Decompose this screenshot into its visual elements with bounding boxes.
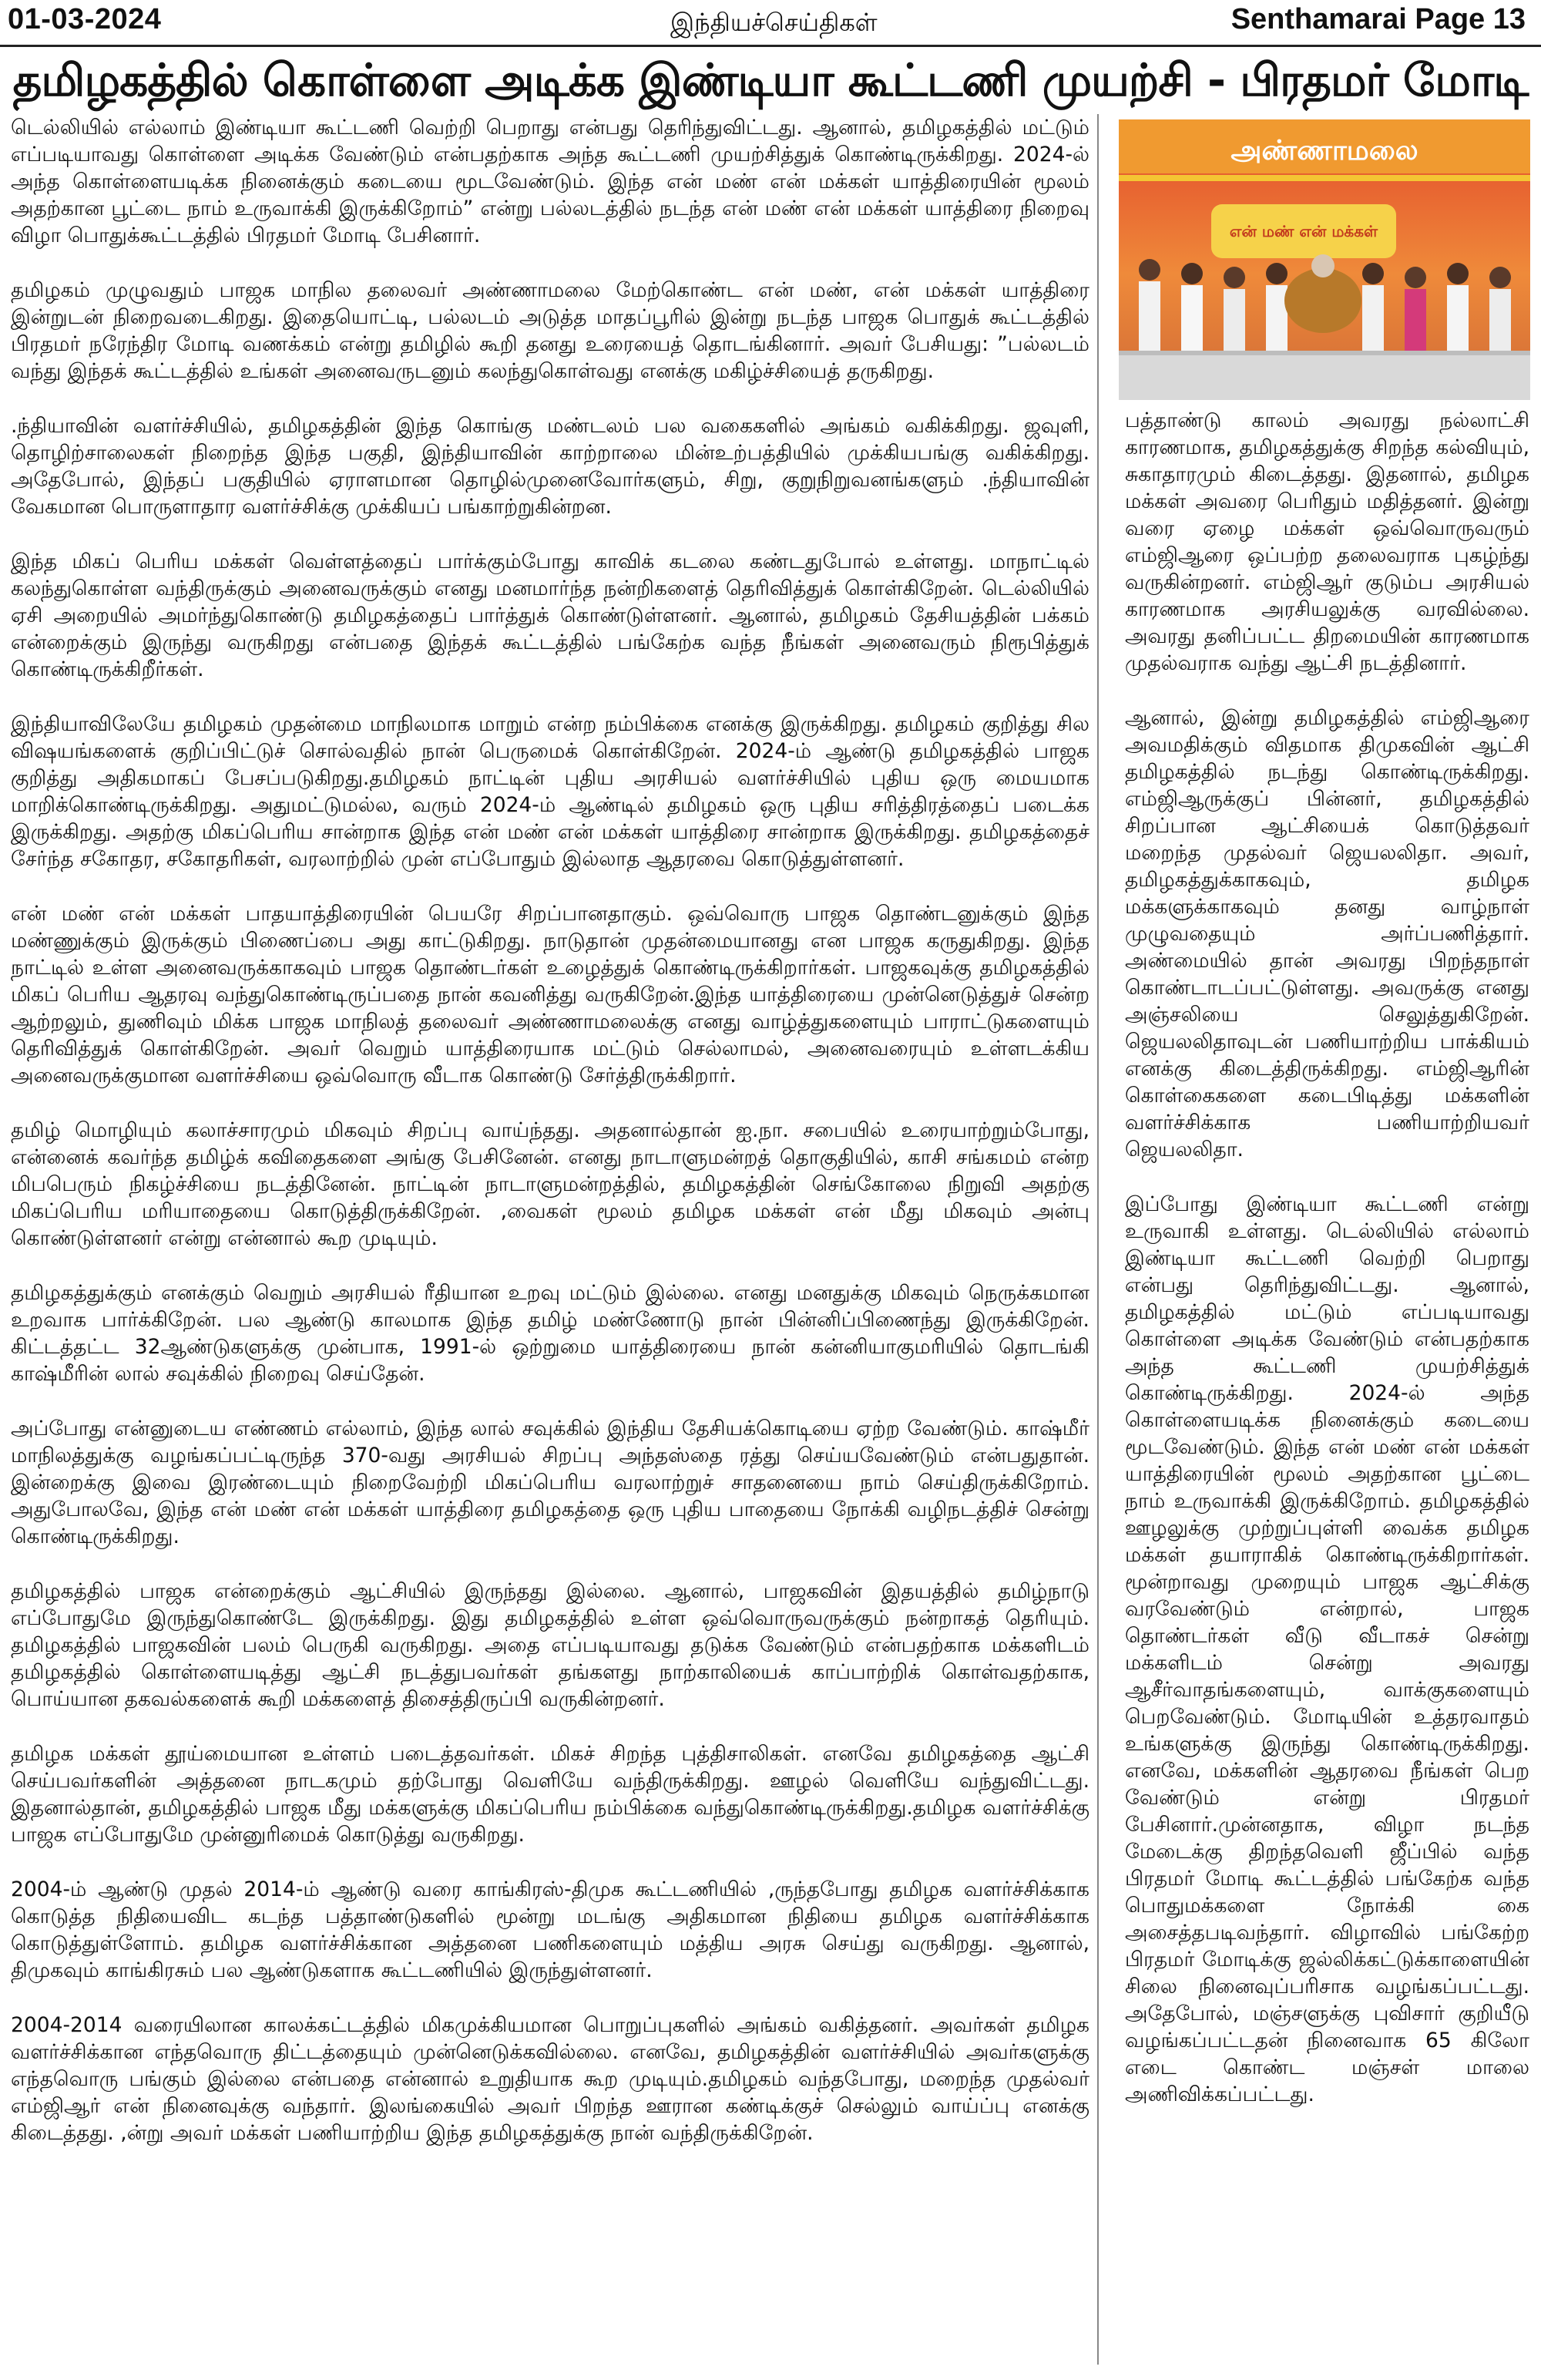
headline: தமிழகத்தில் கொள்ளை அடிக்க இண்டியா கூட்டணி முயற்சி - பிரதமர் மோடி: [12, 54, 1529, 106]
article-paragraph: தமிழகத்தில் பாஜக என்றைக்கும் ஆட்சியில் இருந்தது இல்லை. ஆனால், பாஜகவின் இதயத்தில் தமிழ்நாடு எப்போதுமே இருந்துகொண்டே இருக்கிறது. இது தமிழகத்தில் உள்ள ஒவ்வொருவருக்கும் நன்றாகத் தெரியும். தமிழகத்தில் பாஜகவின் பலம் பெருகி வருகிறது. அதை எப்படியாவது தடுக்க வேண்டும் என்பதற்காக மக்களிடம் தமிழகத்தில் கொள்ளையடித்து ஆட்சி நடத்துபவர்கள் தங்களது நாற்காலியைக் காப்பாற்றிக் கொள்வதற்காக, பொய்யான தகவல்களைக் கூறி மக்களைத் திசைத்திருப்பி வருகின்றனர்.: [11, 1579, 1089, 1711]
banner-text: அண்ணாமலை: [1230, 135, 1418, 166]
article-paragraph: 2004-2014 வரையிலான காலக்கட்டத்தில் மிகமுக்கியமான பொறுப்புகளில் அங்கம் வகித்தனர். அவர்கள் தமிழக வளர்ச்சிக்கான எந்தவொரு திட்டத்தையும் முன்னெடுக்கவில்லை. எனவே, தமிழகத்தின் வளர்ச்சியில் அவர்களுக்கு எந்தவொரு பங்கும் இல்லை என்பதை என்னால் உறுதியாக கூற முடியும்.தமிழகம் வந்தபோது, மறைந்த முதல்வர் எம்ஜிஆர் என் நினைவுக்கு வந்தார். இலங்கையில் அவர் பிறந்த ஊரான கண்டிக்குச் செல்லும் வாய்ப்பு எனக்கு கிடைத்தது. ,ன்று அவர் மக்கள் பணியாற்றிய இந்த தமிழகத்துக்கு நான் வந்திருக்கிறேன்.: [11, 2013, 1089, 2145]
article-paragraph: .ந்தியாவின் வளர்ச்சியில், தமிழகத்தின் இந்த கொங்கு மண்டலம் பல வகைகளில் அங்கம் வகிக்கிறது. ஜவுளி, தொழிற்சாலைகள் நிறைந்த இந்த பகுதி, இந்தியாவின் காற்றாலை மின்உற்பத்தியில் முக்கியபங்கு வகிக்கிறது. அதேபோல், இந்தப் பகுதியில் ஏராளமான தொழில்முனைவோர்களும், சிறு, குறுநிறுவனங்களும் .ந்தியாவின் வேகமான பொருளாதார வளர்ச்சிக்கு முக்கியப் பங்காற்றுகின்றன.: [11, 414, 1089, 519]
article-paragraph: இப்போது இண்டியா கூட்டணி என்று உருவாகி உள்ளது. டெல்லியில் எல்லாம் இண்டியா கூட்டணி வெற்றி பெறாது என்பது தெரிந்துவிட்டது. ஆனால், தமிழகத்தில் மட்டும் எப்படியாவது கொள்ளை அடிக்க வேண்டும் என்பதற்காக அந்த கூட்டணி முயற்சித்துக் கொண்டிருக்கிறது. 2024-ல் அந்த கொள்ளையடிக்க நினைக்கும் கடையை மூடவேண்டும். இந்த என் மண் என் மக்கள் யாத்திரையின் மூலம் அதற்கான பூட்டை நாம் உருவாக்கி இருக்கிறோம். தமிழகத்தில் ஊழலுக்கு முற்றுப்புள்ளி வைக்க தமிழக மக்கள் தயாராகிக் கொண்டிருக்கிறார்கள். மூன்றாவது முறையும் பாஜக ஆட்சிக்கு வரவேண்டும் என்றால், பாஜக தொண்டர்கள் வீடு வீடாகச் சென்று மக்களிடம் சென்று அவரது ஆசீர்வாதங்களையும், வாக்குகளையும் பெறவேண்டும். மோடியின் உத்தரவாதம் உங்களுக்கு இருந்து கொண்டிருக்கிறது. எனவே, மக்களின் ஆதரவை நீங்கள் பெற வேண்டும் என்று பிரதமர் பேசினார்.முன்னதாக, விழா நடந்த மேடைக்கு திறந்தவெளி ஜீப்பில் வந்த பிரதமர் மோடி கூட்டத்தில் பங்கேற்க வந்த பொதுமக்களை நோக்கி கை அசைத்தபடிவந்தார். விழாவில் பங்கேற்ற பிரதமர் மோடிக்கு ஜல்லிக்கட்டுக்காளையின் சிலை நினைவுப்பரிசாக வழங்கப்பட்டது. அதேபோல், மஞ்சளுக்கு புவிசார் குறியீடு வழங்கப்பட்டதன் நினைவாக 65 கிலோ எடை கொண்ட மஞ்சள் மாலை அணிவிக்கப்பட்டது.: [1125, 1192, 1529, 2106]
article-paragraph: தமிழ் மொழியும் கலாச்சாரமும் மிகவும் சிறப்பு வாய்ந்தது. அதனால்தான் ஐ.நா. சபையில் உரையாற்றும்போது, என்னைக் கவர்ந்த தமிழ்க் கவிதைகளை அங்கு பேசினேன். எனது நாடாளுமன்றத் தொகுதியில், காசி சங்கமம் என்ற மிபபெரும் நிகழ்ச்சியை நடத்தினேன். நாட்டின் நாடாளுமன்றத்தில், தமிழகத்தின் செங்கோலை நிறுவி அதற்கு மிகப்பெரிய மரியாதையை கொடுத்திருக்கிறேன். ,வைகள் மூலம் தமிழக மக்கள் என் மீது மிகவும் அன்பு கொண்டுள்ளனர் என்று என்னால் கூற முடியும்.: [11, 1118, 1089, 1250]
main-article-column: [11, 114, 1089, 2365]
side-article-column: [1125, 407, 1529, 2372]
garland: [1284, 268, 1361, 333]
header-rule: [0, 45, 1541, 47]
page-header: [0, 0, 1541, 49]
issue-date: 01-03-2024: [8, 3, 162, 35]
article-paragraph: இந்த மிகப் பெரிய மக்கள் வெள்ளத்தைப் பார்க்கும்போது காவிக் கடலை கண்டதுபோல் உள்ளது. மாநாட்டில் கலந்துகொள்ள வந்திருக்கும் அனைவருக்கும் எனது மனமார்ந்த நன்றிகளைத் தெரிவித்துக் கொள்கிறேன். டெல்லியில் ஏசி அறையில் அமர்ந்துகொண்டு தமிழகத்தைப் பார்த்துக் கொண்டுள்ளனர். ஆனால், தமிழகம் தேசியத்தின் பக்கம் என்றைக்கும் இருந்து வருகிறது என்பதை இந்தக் கூட்டத்தில் பங்கேற்க வந்த நீங்கள் அனைவரும் நிரூபித்துக் கொண்டிருக்கிறீர்கள்.: [11, 550, 1089, 681]
article-paragraph: 2004-ம் ஆண்டு முதல் 2014-ம் ஆண்டு வரை காங்கிரஸ்-திமுக கூட்டணியில் ,ருந்தபோது தமிழக வளர்ச்சிக்காக கொடுத்த நிதியைவிட கடந்த பத்தாண்டுகளில் மூன்று மடங்கு அதிகமான நிதியை தமிழக வளர்ச்சிக்காக கொடுத்துள்ளோம். தமிழக வளர்ச்சிக்கான அத்தனை பணிகளையும் மத்திய அரசு செய்து வருகிறது. ஆனால், திமுகவும் காங்கிரசும் பல ஆண்டுகளாக கூட்டணியில் இருந்துள்ளனர்.: [11, 1877, 1089, 1982]
article-paragraph: தமிழகத்துக்கும் எனக்கும் வெறும் அரசியல் ரீதியான உறவு மட்டும் இல்லை. எனது மனதுக்கு மிகவும் நெருக்கமான உறவாக பார்க்கிறேன். பல ஆண்டு காலமாக இந்த தமிழ் மண்ணோடு நான் பின்னிப்பிணைந்து இருக்கிறேன். கிட்டத்தட்ட 32ஆண்டுகளுக்கு முன்பாக, 1991-ல் ஒற்றுமை யாத்திரையை நான் கன்னியாகுமரியில் தொடங்கி காஷ்மீரின் லால் சவுக்கில் நிறைவு செய்தேன்.: [11, 1281, 1089, 1386]
article-paragraph: ஆனால், இன்று தமிழகத்தில் எம்ஜிஆரை அவமதிக்கும் விதமாக திமுகவின் ஆட்சி தமிழகத்தில் நடந்து கொண்டிருக்கிறது. எம்ஜிஆருக்குப் பின்னர், தமிழகத்தில் சிறப்பான ஆட்சியைக் கொடுத்தவர் மறைந்த முதல்வர் ஜெயலலிதா. அவர், தமிழகத்துக்காகவும், தமிழக மக்களுக்காகவும் தனது வாழ்நாள் முழுவதையும் அர்ப்பணித்தார். அண்மையில் தான் அவரது பிறந்தநாள் கொண்டாடப்பட்டுள்ளது. அவருக்கு எனது அஞ்சலியை செலுத்துகிறேன். ஜெயலலிதாவுடன் பணியாற்றிய பாக்கியம் எனக்கு கிடைத்திருக்கிறது. எம்ஜிஆரின் கொள்கைகளை கடைபிடித்து மக்களின் வளர்ச்சிக்காக பணியாற்றியவர் ஜெயலலிதா.: [1125, 706, 1529, 1161]
article-paragraph: அப்போது என்னுடைய எண்ணம் எல்லாம், இந்த லால் சவுக்கில் இந்திய தேசியக்கொடியை ஏற்ற வேண்டும். காஷ்மீர் மாநிலத்துக்கு வழங்கப்பட்டிருந்த 370-வது அரசியல் சிறப்பு அந்தஸ்தை ரத்து செய்யவேண்டும் என்பதுதான். இன்றைக்கு இவை இரண்டையும் நிறைவேற்றி மிகப்பெரிய வரலாற்றுச் சாதனையை நாம் செய்திருக்கிறோம். அதுபோலவே, இந்த என் மண் என் மக்கள் யாத்திரை தமிழகத்தை ஒரு புதிய பாதையை நோக்கி வழிநடத்திச் சென்று கொண்டிருக்கிறது.: [11, 1417, 1089, 1548]
section-title: இந்தியச்செய்திகள்: [670, 8, 878, 37]
article-paragraph: டெல்லியில் எல்லாம் இண்டியா கூட்டணி வெற்றி பெறாது என்பது தெரிந்துவிட்டது. ஆனால், தமிழகத்தில் மட்டும் எப்படியாவது கொள்ளை அடிக்க வேண்டும் என்பதற்காக அந்த கூட்டணி முயற்சித்துக் கொண்டிருக்கிறது. 2024-ல் அந்த கொள்ளையடிக்க நினைக்கும் கடையை மூடவேண்டும். இந்த என் மண் என் மக்கள் யாத்திரையின் மூலம் அதற்கான பூட்டை நாம் உருவாக்கி இருக்கிறோம்” என்று பல்லடத்தில் நடந்த என் மண் என் மக்கள் யாத்திரை நிறைவு விழா பொதுக்கூட்டத்தில் பிரதமர் மோடி பேசினார்.: [11, 116, 1089, 247]
column-divider: [1097, 114, 1099, 2365]
article-paragraph: தமிழக மக்கள் தூய்மையான உள்ளம் படைத்தவர்கள். மிகச் சிறந்த புத்திசாலிகள். எனவே தமிழகத்தை ஆட்சி செய்பவர்களின் அத்தனை நாடகமும் தற்போது வெளியே வந்திருக்கிறது. ஊழல் வெளியே வந்துவிட்டது. இதனால்தான், தமிழகத்தில் பாஜக மீது மக்களுக்கு மிகப்பெரிய நம்பிக்கை வந்துகொண்டிருக்கிறது.தமிழக வளர்ச்சிக்கு பாஜக எப்போதுமே முன்னுரிமைக் கொடுத்து வருகிறது.: [11, 1742, 1089, 1847]
article-paragraph: இந்தியாவிலேயே தமிழகம் முதன்மை மாநிலமாக மாறும் என்ற நம்பிக்கை எனக்கு இருக்கிறது. தமிழகம் குறித்து சில விஷயங்களைக் குறிப்பிட்டுச் சொல்வதில் நான் பெருமைக் கொள்கிறேன். 2024-ம் ஆண்டு தமிழகத்தில் பாஜக குறித்து அதிகமாகப் பேசப்படுகிறது.தமிழகம் நாட்டின் புதிய அரசியல் வளர்ச்சியில் புதிய ஒரு மையமாக மாறிக்கொண்டிருக்கிறது. அதுமட்டுமல்ல, வரும் 2024-ம் ஆண்டில் தமிழகம் ஒரு புதிய சரித்திரத்தைப் படைக்க இருக்கிறது. அதற்கு மிகப்பெரிய சான்றாக இந்த என் மண் என் மக்கள் யாத்திரை சான்றாக இருக்கிறது. தமிழகத்தைச் சேர்ந்த சகோதர, சகோதரிகள், வரலாற்றில் முன் எப்போதும் இல்லாத ஆதரவை கொடுத்துள்ளனர்.: [11, 712, 1089, 871]
yatra-sign-text: என் மண் என் மக்கள்: [1229, 222, 1378, 240]
article-paragraph: தமிழகம் முழுவதும் பாஜக மாநில தலைவர் அண்ணாமலை மேற்கொண்ட என் மண், என் மக்கள் யாத்திரை இன்றுடன் நிறைவடைகிறது. இதையொட்டி, பல்லடம் அடுத்த மாதப்பூரில் இன்று நடந்த பாஜக பொதுக் கூட்டத்தில் பிரதமர் நரேந்திர மோடி வணக்கம் என்று தமிழில் கூறி தனது உரையைத் தொடங்கினார். அவர் பேசியது: ”பல்லடம் வந்து இந்தக் கூட்டத்தில் உங்கள் அனைவருடனும் கலந்துகொள்வது எனக்கு மகிழ்ச்சியைத் தருகிறது.: [11, 278, 1089, 383]
article-paragraph: பத்தாண்டு காலம் அவரது நல்லாட்சி காரணமாக, தமிழகத்துக்கு சிறந்த கல்வியும், சுகாதாரமும் கிடைத்தது. இதனால், தமிழக மக்கள் அவரை பெரிதும் மதித்தனர். இன்று வரை ஏழை மக்கள் ஒவ்வொருவரும் எம்ஜிஆரை ஒப்பற்ற தலைவராக புகழ்ந்து வருகின்றனர். எம்ஜிஆர் குடும்ப அரசியல் காரணமாக அரசியலுக்கு வரவில்லை. அவரது தனிப்பட்ட திறமையின் காரணமாக முதல்வராக வந்து ஆட்சி நடத்தினார்.: [1125, 408, 1529, 675]
article-paragraph: என் மண் என் மக்கள் பாதயாத்திரையின் பெயரே சிறப்பானதாகும். ஒவ்வொரு பாஜக தொண்டனுக்கும் இந்த மண்ணுக்கும் இருக்கும் பிணைப்பை அது காட்டுகிறது. நாடுதான் முதன்மையானது என பாஜக கருதுகிறது. இந்த நாட்டில் உள்ள அனைவருக்காகவும் பாஜக தொண்டர்கள் உழைத்துக் கொண்டிருக்கிறார்கள். பாஜகவுக்கு தமிழகத்தில் மிகப் பெரிய ஆதரவு வந்துகொண்டிருப்பதை நான் கவனித்து வருகிறேன்.இந்த யாத்திரையை முன்னெடுத்துச் சென்ற ஆற்றலும், துணிவும் மிக்க பாஜக மாநிலத் தலைவர் அண்ணாமலைக்கு எனது வாழ்த்துகளையும் பாராட்டுகளையும் தெரிவித்துக் கொள்கிறேன். அவர் வெறும் யாத்திரையாக மட்டும் செல்லாமல், அனைவரையும் உள்ளடக்கிய அனைவருக்குமான வளர்ச்சியை ஒவ்வொரு வீடாக கொண்டு சேர்த்திருக்கிறார்.: [11, 902, 1089, 1087]
paper-name-page: Senthamarai Page 13: [1230, 3, 1526, 35]
rally-photo: [1119, 119, 1530, 400]
